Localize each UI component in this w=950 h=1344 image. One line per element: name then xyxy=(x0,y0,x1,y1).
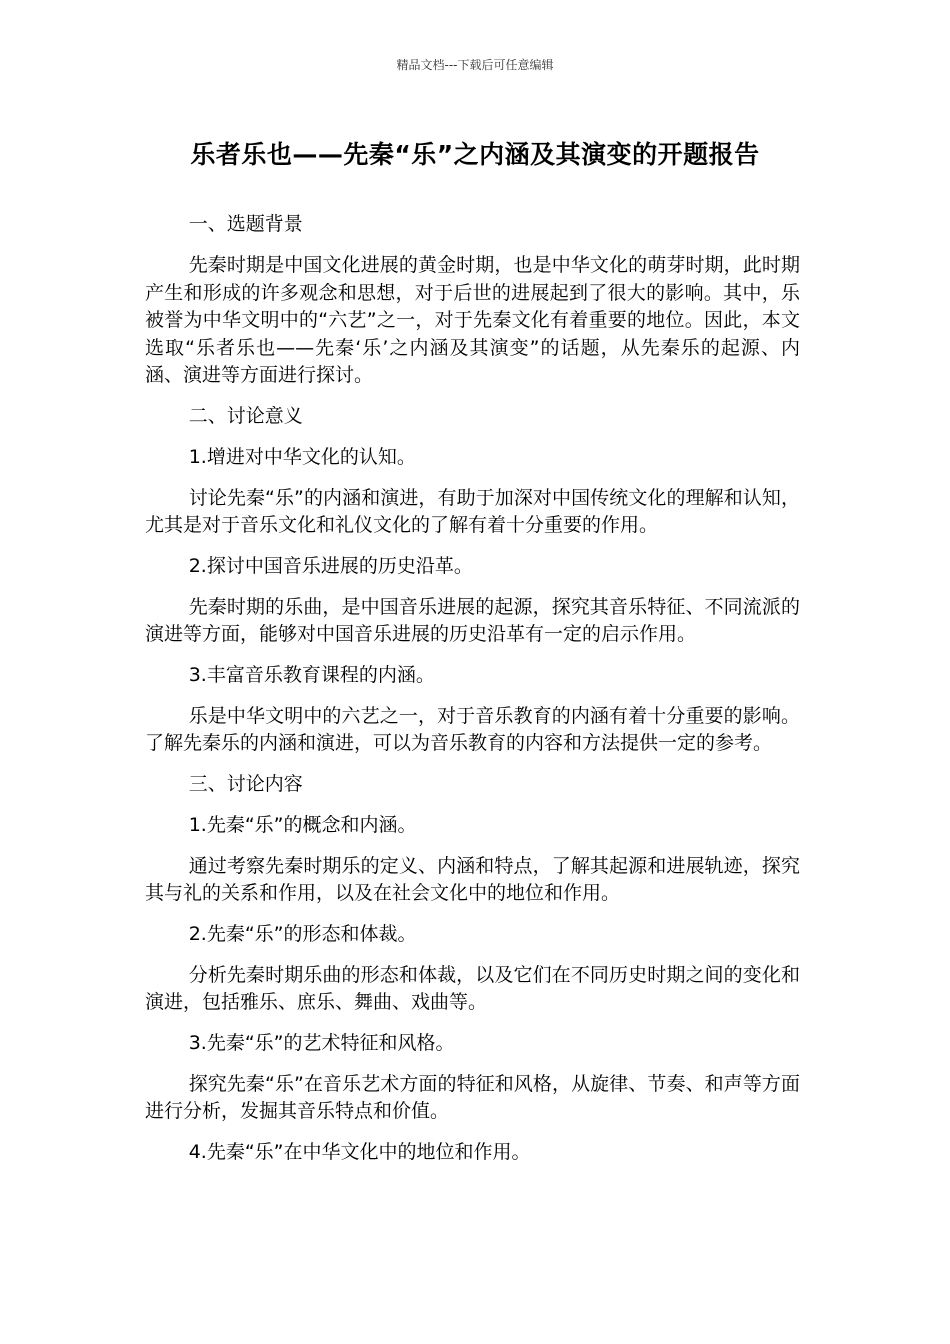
paragraph-significance-2: 先秦时期的乐曲，是中国音乐进展的起源，探究其音乐特征、不同流派的演进等方面，能够对中国音乐进展的历史沿革有一定的启示作用。 xyxy=(145,595,800,645)
section-heading-significance: 二、讨论意义 xyxy=(188,404,303,427)
subheading-content-1: 1.先秦“乐”的概念和内涵。 xyxy=(188,813,417,836)
paragraph-content-2: 分析先秦时期乐曲的形态和体裁，以及它们在不同历史时期之间的变化和演进，包括雅乐、庶乐、舞曲、戏曲等。 xyxy=(145,963,800,1013)
subheading-significance-3: 3.丰富音乐教育课程的内涵。 xyxy=(188,663,435,686)
section-heading-content: 三、讨论内容 xyxy=(188,772,303,795)
paragraph-background: 先秦时期是中国文化进展的黄金时期，也是中华文化的萌芽时期，此时期产生和形成的许多观念和思想，对于后世的进展起到了很大的影响。其中，乐被誉为中华文明中的“六艺”之一，对于先秦文化有着重要的地位。因此，本文选取“乐者乐也——先秦‘乐’之内涵及其演变”的话题，从先秦乐的起源、内涵、演进等方面进行探讨。 xyxy=(145,254,800,386)
paragraph-significance-3: 乐是中华文明中的六艺之一，对于音乐教育的内涵有着十分重要的影响。了解先秦乐的内涵和演进，可以为音乐教育的内容和方法提供一定的参考。 xyxy=(145,704,800,754)
document-title: 乐者乐也——先秦“乐”之内涵及其演变的开题报告 xyxy=(190,140,760,169)
subheading-significance-1: 1.增进对中华文化的认知。 xyxy=(188,445,416,468)
document-body xyxy=(145,211,800,1180)
paragraph-significance-1: 讨论先秦“乐”的内涵和演进，有助于加深对中国传统文化的理解和认知，尤其是对于音乐文化和礼仪文化的了解有着十分重要的作用。 xyxy=(145,486,800,536)
paragraph-content-3: 探究先秦“乐”在音乐艺术方面的特征和风格，从旋律、节奏、和声等方面进行分析，发掘其音乐特点和价值。 xyxy=(145,1072,800,1122)
paragraph-content-1: 通过考察先秦时期乐的定义、内涵和特点，了解其起源和进展轨迹，探究其与礼的关系和作用，以及在社会文化中的地位和作用。 xyxy=(145,854,800,904)
subheading-content-2: 2.先秦“乐”的形态和体裁。 xyxy=(188,922,417,945)
subheading-significance-2: 2.探讨中国音乐进展的历史沿革。 xyxy=(188,554,473,577)
subheading-content-3: 3.先秦“乐”的艺术特征和风格。 xyxy=(188,1031,455,1054)
subheading-content-4: 4.先秦“乐”在中华文化中的地位和作用。 xyxy=(188,1140,531,1163)
header-note: 精品文档---下载后可任意编辑 xyxy=(396,58,554,72)
section-heading-background: 一、选题背景 xyxy=(188,213,303,235)
